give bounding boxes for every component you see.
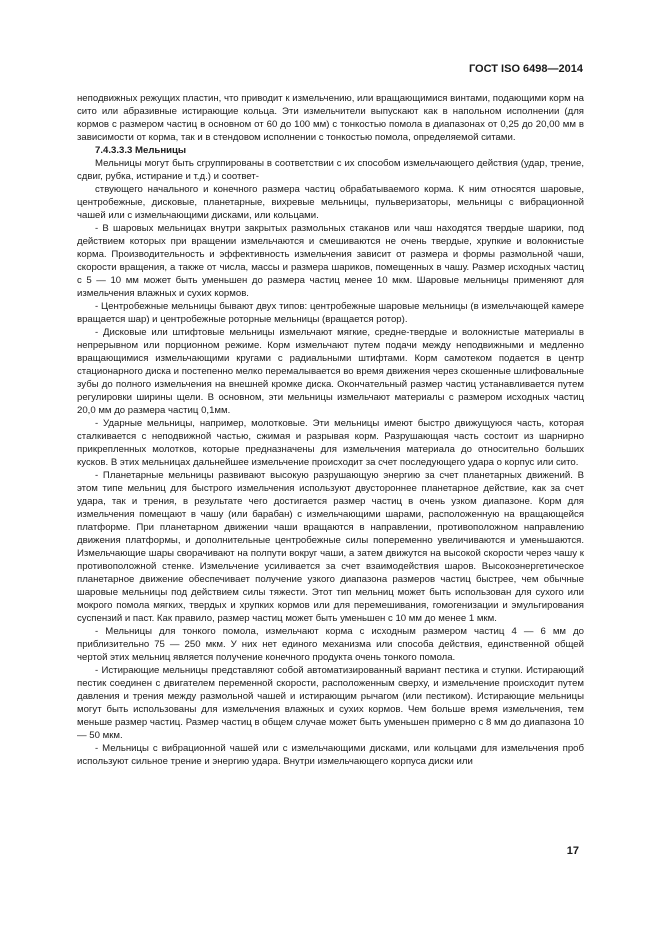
paragraph: - Ударные мельницы, например, молотковые. Эти мельницы имеют быстро движущуюся часть, которая сталкивается с неподвижной частью, сжимая и разрывая корм. Разрушающая часть состоит из шарнирно прикрепленных молотков, которые предназначены для измельчения материала до относительно больших кусков. В этих мельницах дальнейшее измельчение происходит за счет последующего удара о корпус или сито. <box>77 418 584 468</box>
page-body <box>77 92 584 768</box>
section-heading: 7.4.3.3.3 Мельницы <box>95 145 187 156</box>
paragraph: - Планетарные мельницы развивают высокую разрушающую энергию за счет планетарных движений. В этом типе мельниц для быстрого измельчения используют двустороннее планетарное действие, как за счет удара, так и трения, в результате чего достигается размер частиц в очень узком диапазоне. Корм для измельчения помещают в чашу (или барабан) с измельчающими шарами, расположенную на вращающейся платформе. При планетарном движении чаши вращаются в направлении, противоположном направлению движения платформы, и дополнительные центробежные силы попеременно увеличиваются и уменьшаются. Измельчающие шары сворачивают на полпути вокруг чаши, а затем движутся на высокой скорости через чашу к противоположной стенке. Измельчение усиливается за счет взаимодействия шаров. Высокоэнергетическое планетарное движение обеспечивает получение узкого диапазона размеров частиц быстрее, чем обычные шаровые мельницы под действием силы тяжести. Этот тип мельниц может быть использован для сухого или мокрого помола мягких, твердых и хрупких кормов или для перемешивания, гомогенизации и эмульгирования суспензий и паст. Как правило, размер частиц может быть уменьшен с 10 мм до менее 1 мкм. <box>77 470 584 624</box>
paragraph: Мельницы могут быть сгруппированы в соответствии с их способом измельчающего действия (удар, трение, сдвиг, рубка, истирание и т.д.) и соответ- <box>77 158 584 182</box>
paragraph-continuation: неподвижных режущих пластин, что приводит к измельчению, или вращающимися винтами, подающими корм на сито или абразивные истирающие кольца. Эти измельчители выпускают как в напольном исполнении (для кормов с размером частиц в основном от 60 до 100 мм) с тонкостью помола в диапазонах от 0,25 до 20,00 мм в зависимости от корма, так и в стендовом исполнении с тонкостью помола, определяемой ситами. <box>77 93 584 143</box>
paragraph: ствующего начального и конечного размера частиц обрабатываемого корма. К ним относятся шаровые, центробежные, дисковые, планетарные, вихревые мельницы, пульверизаторы, мельницы с вибрационной чашей или с измельчающими дисками, или кольцами. <box>77 184 584 221</box>
paragraph: - Центробежные мельницы бывают двух типов: центробежные шаровые мельницы (в измельчающей камере вращается шар) и центробежные роторные мельницы (вращается ротор). <box>77 301 584 325</box>
document-code: ГОСТ ISO 6498—2014 <box>468 63 583 75</box>
paragraph: - Мельницы с вибрационной чашей или с измельчающими дисками, или кольцами для измельчения проб используют сильное трение и энергию удара. Внутри измельчающего корпуса диски или <box>77 743 584 767</box>
page-number: 17 <box>566 845 579 857</box>
paragraph: - Мельницы для тонкого помола, измельчают корма с исходным размером частиц 4 — 6 мм до приблизительно 75 — 250 мкм. У них нет единого механизма или способа действия, единственной общей чертой этих мельниц является получение конечного продукта очень тонкого помола. <box>77 626 584 663</box>
paragraph: - Истирающие мельницы представляют собой автоматизированный вариант пестика и ступки. Истирающий пестик соединен с двигателем переменной скорости, расположенным сверху, и измельчение происходит путем давления и трения между размольной чашей и истирающим рычагом (или пестиком). Истирающие мельницы могут быть использованы для измельчения влажных и сухих кормов. Чем больше время измельчения, тем меньше размер частиц. Размер частиц в общем случае может быть уменьшен примерно с 8 мм до диапазона 10 — 50 мкм. <box>77 665 584 741</box>
paragraph: - В шаровых мельницах внутри закрытых размольных стаканов или чаш находятся твердые шарики, под действием которых при вращении измельчаются и смешиваются не очень твердые, хрупкие и волокнистые корма. Производительность и эффективность измельчения зависит от размера и формы размольной чаши, скорости вращения, а также от числа, массы и размера шариков, помещенных в чашу. Размер исходных частиц с 5 — 10 мм может быть уменьшен до размера частиц менее 10 мкм. Шаровые мельницы применяют для измельчения влажных и сухих кормов. <box>77 223 584 299</box>
paragraph: - Дисковые или штифтовые мельницы измельчают мягкие, средне-твердые и волокнистые материалы в непрерывном или порционном режиме. Корм измельчают путем подачи между неподвижными и медленно вращающимися измельчающими кругами с радиальными штифтами. Корм самотеком подается в центр стационарного диска и постепенно мелко перемалывается во время движения через скошенные шлифовальные зубы до полного измельчения на внешней кромке диска. Окончательный размер частиц устанавливается путем регулировки ширины щели. В основном, эти мельницы измельчают материалы с размером исходных частиц 20,0 мм до размера частиц 0,1мм. <box>77 327 584 416</box>
